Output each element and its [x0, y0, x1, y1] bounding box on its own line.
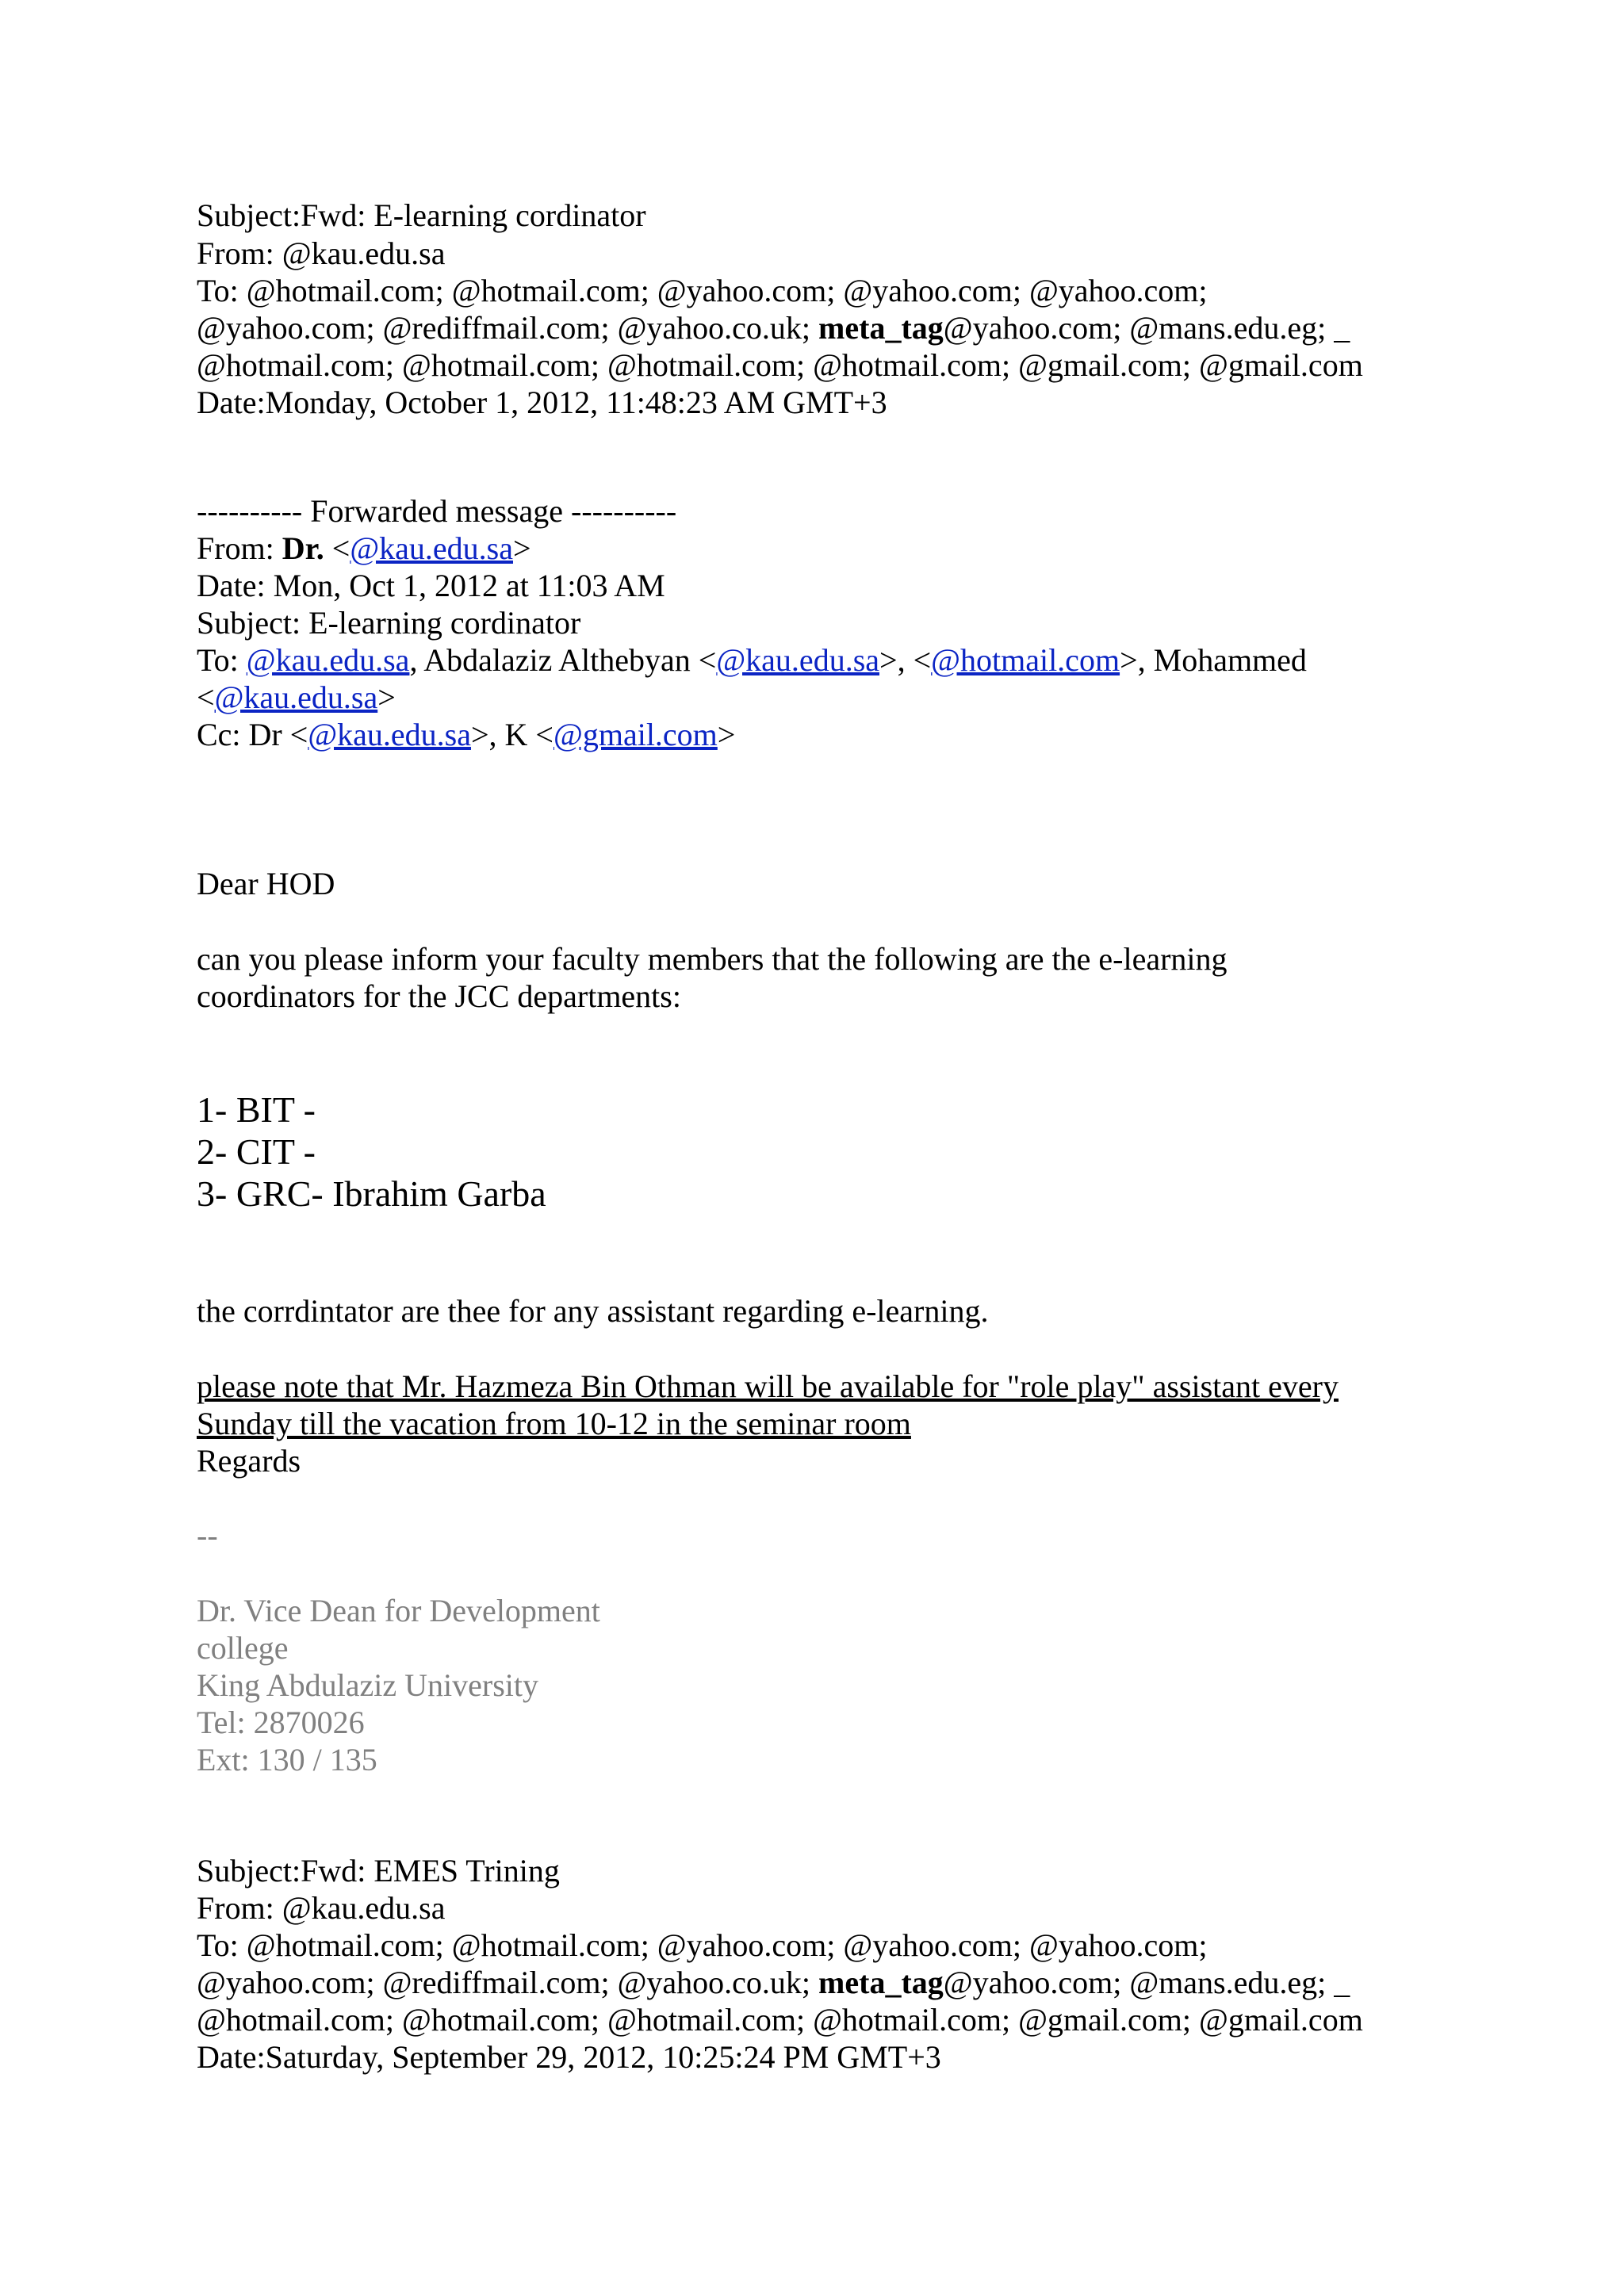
header2-date: Date:Saturday, September 29, 2012, 10:25:24 PM GMT+3: [197, 2039, 941, 2075]
forwarded-from-name: Dr.: [282, 530, 324, 566]
header1-subject: Subject:Fwd: E-learning cordinator: [197, 197, 646, 233]
signature-line: college: [197, 1630, 289, 1666]
underlined-line1: please note that Mr. Hazmeza Bin Othman will be available for "role play" assistant every: [197, 1368, 1339, 1404]
intro-line1: can you please inform your faculty members that the following are the e-learning: [197, 941, 1228, 977]
forwarded-to-email2-link[interactable]: @kau.edu.sa: [716, 642, 880, 678]
header1-to-line3: @hotmail.com; @hotmail.com; @hotmail.com; @hotmail.com; @gmail.com; @gmail.com: [197, 347, 1363, 383]
signature-line: Ext: 130 / 135: [197, 1742, 377, 1777]
forwarded-cc-name2: >, K <: [470, 717, 553, 752]
header1-to-line2: [197, 309, 1350, 347]
greeting: Dear HOD: [197, 866, 335, 901]
signature-line: Tel: 2870026: [197, 1705, 365, 1740]
signature-separator: --: [197, 1517, 218, 1553]
forwarded-to-name2: , Abdalaziz Althebyan <: [409, 642, 717, 678]
intro-line2: coordinators for the JCC departments:: [197, 978, 681, 1014]
forwarded-cc-email2-link[interactable]: @gmail.com: [553, 717, 718, 752]
header2-to-line3: @hotmail.com; @hotmail.com; @hotmail.com; @hotmail.com; @gmail.com; @gmail.com: [197, 2002, 1363, 2038]
forwarded-to-label: To:: [197, 642, 247, 678]
header2-to-line2-post: @yahoo.com; @mans.edu.eg; _: [943, 1965, 1350, 2000]
header1-date: Date:Monday, October 1, 2012, 11:48:23 AM GMT+3: [197, 385, 887, 420]
forwarded-from-label: From:: [197, 530, 282, 566]
list-item: 2- CIT -: [197, 1131, 316, 1172]
header2-subject: Subject:Fwd: EMES Trining: [197, 1853, 560, 1888]
header2-to-line1: To: @hotmail.com; @hotmail.com; @yahoo.com; @yahoo.com; @yahoo.com;: [197, 1927, 1208, 1963]
forwarded-cc-email1-link[interactable]: @kau.edu.sa: [308, 717, 471, 752]
forwarded-to-cont: <@kau.edu.sa>: [197, 679, 396, 715]
regards: Regards: [197, 1443, 301, 1479]
header2-to-line2: [197, 1964, 1350, 2002]
note-line: the corrdintator are thee for any assistant regarding e-learning.: [197, 1293, 989, 1329]
forwarded-to-email1-link[interactable]: @kau.edu.sa: [246, 642, 410, 678]
forwarded-cc-label: Cc: Dr <: [197, 717, 308, 752]
signature-line: King Abdulaziz University: [197, 1667, 539, 1703]
list-item: 1- BIT -: [197, 1089, 316, 1130]
forwarded-to-name4: >, Mohammed: [1120, 642, 1307, 678]
signature-line: Dr. Vice Dean for Development: [197, 1593, 600, 1628]
list-item: 3- GRC- Ibrahim Garba: [197, 1173, 546, 1214]
forwarded-from: From: Dr. <@kau.edu.sa>: [197, 530, 531, 566]
header1-from: From: @kau.edu.sa: [197, 235, 446, 271]
header1-to-line2-post: @yahoo.com; @mans.edu.eg; _: [943, 310, 1350, 346]
forwarded-subject: Subject: E-learning cordinator: [197, 605, 581, 641]
forwarded-to-email3-link[interactable]: @hotmail.com: [931, 642, 1120, 678]
forwarded-cc: Cc: Dr <@kau.edu.sa>, K <@gmail.com>: [197, 717, 736, 752]
header2-to-line2-pre: @yahoo.com; @rediffmail.com; @yahoo.co.uk;: [197, 1965, 819, 2000]
header1-to-line2-bold: meta_tag: [818, 310, 944, 346]
forwarded-from-email-link[interactable]: @kau.edu.sa: [350, 530, 513, 566]
forwarded-marker: ---------- Forwarded message ----------: [197, 493, 677, 529]
header2-from: From: @kau.edu.sa: [197, 1890, 446, 1926]
header1-to-line1: To: @hotmail.com; @hotmail.com; @yahoo.com; @yahoo.com; @yahoo.com;: [197, 273, 1208, 308]
forwarded-to: [197, 641, 1307, 679]
forwarded-date: Date: Mon, Oct 1, 2012 at 11:03 AM: [197, 568, 665, 603]
forwarded-to-sep3: >, <: [879, 642, 932, 678]
header2-to-line2-bold: meta_tag: [818, 1965, 944, 2000]
header1-to-line2-pre: @yahoo.com; @rediffmail.com; @yahoo.co.uk;: [197, 310, 819, 346]
forwarded-to-email4-link[interactable]: @kau.edu.sa: [214, 679, 378, 715]
underlined-line2: Sunday till the vacation from 10-12 in the seminar room: [197, 1406, 911, 1441]
